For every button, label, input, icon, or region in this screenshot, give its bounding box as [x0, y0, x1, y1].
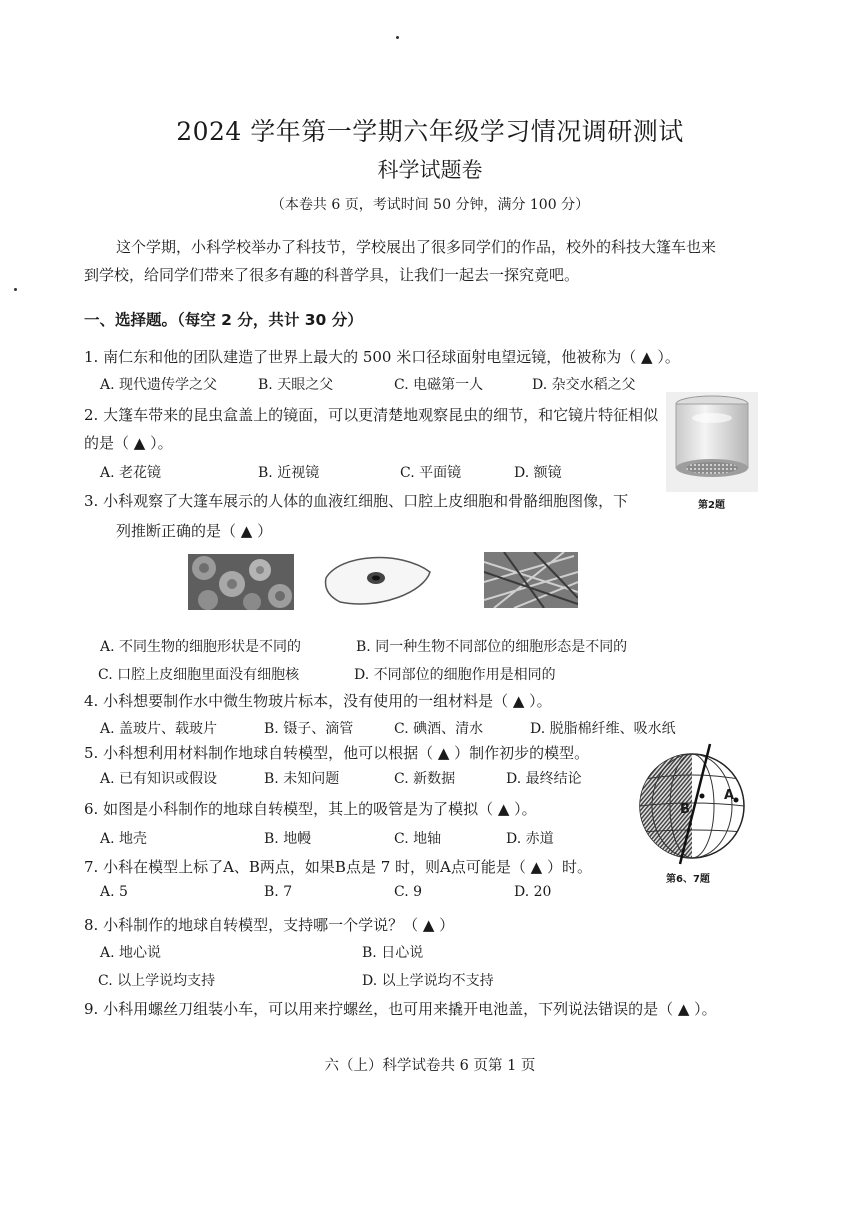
q4-option-a: A. 盖玻片、载玻片: [100, 721, 218, 737]
q4-option-c: C. 碘酒、清水: [394, 721, 484, 737]
q3-option-a: A. 不同生物的细胞形状是不同的: [100, 639, 302, 655]
question-4: 4. 小科想要制作水中微生物玻片标本，没有使用的一组材料是（ ▲ ）。: [84, 692, 552, 710]
exam-note: （本卷共 6 页，考试时间 50 分钟，满分 100 分）: [270, 197, 590, 213]
q5-option-a: A. 已有知识或假设: [100, 771, 218, 787]
question-6: 6. 如图是小科制作的地球自转模型，其上的吸管是为了模拟（ ▲ ）。: [84, 800, 537, 818]
q7-option-a: A. 5: [100, 884, 128, 900]
intro-line-2: 到学校，给同学们带来了很多有趣的科普学具，让我们一起去一探究竟吧。: [84, 266, 580, 284]
bone-cell-image: [484, 552, 578, 608]
q7-option-b: B. 7: [264, 884, 293, 900]
q7-option-d: D. 20: [514, 884, 552, 900]
section-title: 一、选择题。（每空 2 分，共计 30 分）: [84, 311, 363, 329]
q8-option-b: B. 日心说: [362, 945, 424, 961]
q2-option-c: C. 平面镜: [400, 465, 462, 481]
earth-rotation-model-figure: [636, 740, 750, 866]
q8-option-a: A. 地心说: [100, 945, 162, 961]
question-2-line-2: 的是（ ▲ ）。: [84, 434, 173, 452]
question-9: 9. 小科用螺丝刀组装小车，可以用来拧螺丝，也可用来撬开电池盖，下列说法错误的是（ ▲ ）。: [84, 1000, 717, 1018]
question-5: 5. 小科想利用材料制作地球自转模型，他可以根据（ ▲ ）制作初步的模型。: [84, 744, 590, 762]
q2-option-a: A. 老花镜: [100, 465, 162, 481]
q6-option-b: B. 地幔: [264, 831, 312, 847]
q6-option-d: D. 赤道: [506, 831, 554, 847]
model-point-a-label: A: [724, 788, 735, 803]
q5-option-b: B. 未知问题: [264, 771, 340, 787]
q3-option-c: C. 口腔上皮细胞里面没有细胞核: [98, 667, 300, 683]
q2-figure-caption: 第2题: [698, 500, 725, 511]
question-8: 8. 小科制作的地球自转模型，支持哪一个学说？（ ▲ ）: [84, 916, 455, 934]
model-point-b-label: B: [680, 802, 690, 817]
q1-option-c: C. 电磁第一人: [394, 377, 484, 393]
q2-option-d: D. 额镜: [514, 465, 562, 481]
q1-option-d: D. 杂交水稻之父: [532, 377, 636, 393]
intro-line-1: 这个学期，小科学校举办了科技节，学校展出了很多同学们的作品，校外的科技大篷车也来: [116, 238, 717, 256]
q4-option-b: B. 镊子、滴管: [264, 721, 354, 737]
question-2-line-1: 2. 大篷车带来的昆虫盒盖上的镜面，可以更清楚地观察昆虫的细节，和它镜片特征相似: [84, 406, 659, 424]
q8-option-d: D. 以上学说均不支持: [362, 973, 494, 989]
insect-box-figure: [666, 392, 758, 492]
oral-epithelial-cell-image: [320, 550, 436, 610]
exam-title: 2024 学年第一学期六年级学习情况调研测试: [176, 117, 684, 146]
question-1: 1. 南仁东和他的团队建造了世界上最大的 500 米口径球面射电望远镜，他被称为（ ▲ ）。: [84, 348, 680, 366]
q5-option-d: D. 最终结论: [506, 771, 582, 787]
scan-dot: [396, 36, 399, 39]
scan-dot: [14, 288, 17, 291]
question-7: 7. 小科在模型上标了A、B两点，如果B点是 7 时，则A点可能是（ ▲ ）时。: [84, 858, 592, 876]
q4-option-d: D. 脱脂棉纤维、吸水纸: [530, 721, 676, 737]
exam-subtitle: 科学试题卷: [377, 158, 483, 182]
q6-option-c: C. 地轴: [394, 831, 442, 847]
q2-option-b: B. 近视镜: [258, 465, 320, 481]
q7-option-c: C. 9: [394, 884, 423, 900]
question-3-line-2: 列推断正确的是（ ▲ ）: [116, 522, 273, 540]
q6-option-a: A. 地壳: [100, 831, 148, 847]
q1-option-b: B. 天眼之父: [258, 377, 334, 393]
q1-option-a: A. 现代遗传学之父: [100, 377, 218, 393]
red-blood-cell-image: [188, 554, 294, 610]
q8-option-c: C. 以上学说均支持: [98, 973, 216, 989]
question-3-line-1: 3. 小科观察了大篷车展示的人体的血液红细胞、口腔上皮细胞和骨骼细胞图像，下: [84, 492, 629, 510]
page-footer: 六（上）科学试卷共 6 页第 1 页: [324, 1058, 536, 1074]
q6-7-figure-caption: 第6、7题: [666, 874, 710, 885]
q5-option-c: C. 新数据: [394, 771, 456, 787]
q3-option-d: D. 不同部位的细胞作用是相同的: [354, 667, 556, 683]
q3-option-b: B. 同一种生物不同部位的细胞形态是不同的: [356, 639, 628, 655]
